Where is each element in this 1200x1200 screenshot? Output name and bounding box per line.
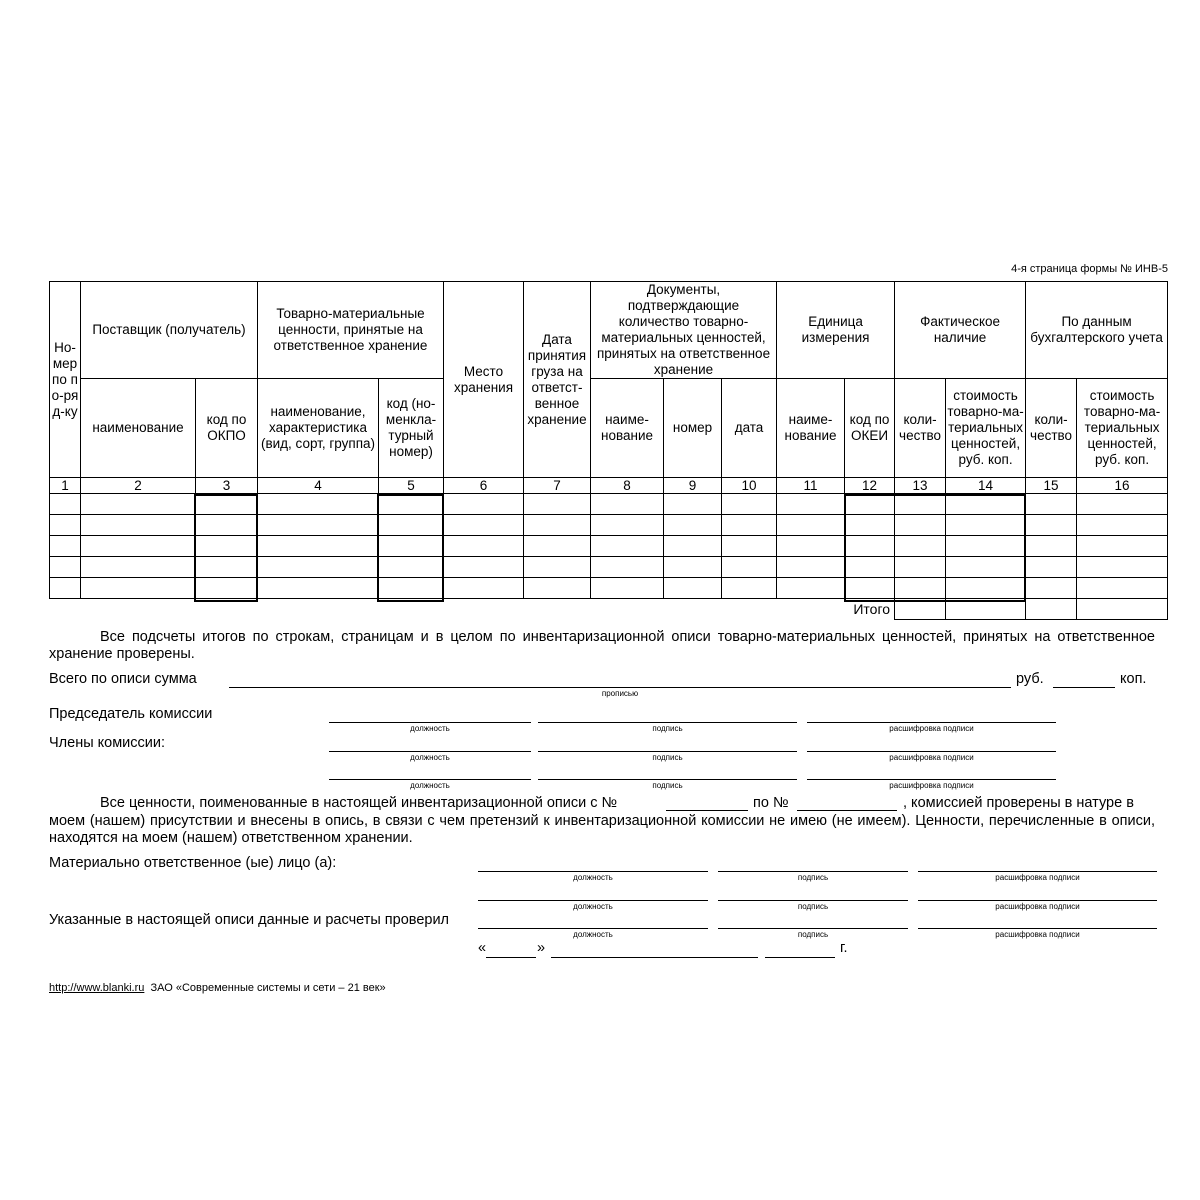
total-sum-label: Всего по описи сумма [49, 671, 197, 687]
caption-position: должность [573, 930, 613, 939]
header-supplier-name: наименование [81, 379, 196, 478]
caption-signature: подпись [652, 753, 683, 762]
responsible-position-field[interactable] [478, 871, 708, 872]
col-number: 7 [524, 478, 591, 494]
chairman-label: Председатель комиссии [49, 706, 213, 722]
col-number: 16 [1077, 478, 1168, 494]
members-label: Члены комиссии: [49, 735, 166, 751]
caption-decode: расшифровка подписи [889, 724, 974, 733]
verification-paragraph: Все подсчеты итогов по строкам, страницам и в целом по инвентаризационной описи товарно-материальных ценностей, принятых на ответственное хранение проверены. [49, 629, 1155, 662]
col-number: 10 [722, 478, 777, 494]
caption-decode: расшифровка подписи [889, 781, 974, 790]
member1-decode-field[interactable] [807, 751, 1056, 752]
form-label: 4-я страница формы № ИНВ-5 [1011, 263, 1168, 275]
column-numbers-row [50, 478, 1168, 494]
itogo-label: Итого [853, 601, 891, 618]
date-month-field[interactable] [551, 957, 758, 958]
kop-field[interactable] [1053, 687, 1115, 688]
member2-decode-field[interactable] [807, 779, 1056, 780]
checked-signature-field[interactable] [718, 928, 908, 929]
caption-position: должность [573, 902, 613, 911]
to-number-field[interactable] [797, 810, 897, 811]
table-row[interactable] [50, 557, 1168, 578]
header-book-qty: коли-чество [1026, 379, 1077, 478]
responsible-signature-field[interactable] [718, 871, 908, 872]
footer-company: ЗАО «Современные системы и сети – 21 век» [150, 982, 386, 994]
member2-signature-field[interactable] [538, 779, 797, 780]
col-number: 6 [444, 478, 524, 494]
rub-label: руб. [1016, 671, 1044, 687]
table-row[interactable] [50, 536, 1168, 557]
col-number: 11 [777, 478, 845, 494]
responsible2-position-field[interactable] [478, 900, 708, 901]
col-number: 5 [379, 478, 444, 494]
header-unit: Единица измерения [777, 282, 895, 379]
caption-position: должность [410, 781, 450, 790]
col-number: 9 [664, 478, 722, 494]
responsible2-signature-field[interactable] [718, 900, 908, 901]
header-unit-okei: код по ОКЕИ [845, 379, 895, 478]
chairman-position-field[interactable] [329, 722, 531, 723]
caption-decode: расшифровка подписи [995, 930, 1080, 939]
kop-label: коп. [1120, 671, 1147, 687]
header-actual-cost: стоимость товарно-ма-териальных ценностей, руб. коп. [946, 379, 1026, 478]
col-number: 13 [895, 478, 946, 494]
member2-position-field[interactable] [329, 779, 531, 780]
col-number: 1 [50, 478, 81, 494]
values-paragraph-cont: , комиссией проверены в натуре в [903, 795, 1134, 811]
header-documents: Документы, подтверждающие количество товарно-материальных ценностей, принятых на ответственное хранение [591, 282, 777, 379]
chairman-decode-field[interactable] [807, 722, 1056, 723]
col-number: 3 [196, 478, 258, 494]
header-goods: Товарно-материальные ценности, принятые на ответственное хранение [258, 282, 444, 379]
caption-position: должность [410, 724, 450, 733]
caption-position: должность [573, 873, 613, 882]
table-row[interactable] [50, 578, 1168, 599]
member1-position-field[interactable] [329, 751, 531, 752]
caption-signature: подпись [797, 873, 829, 882]
header-actual: Фактическое наличие [895, 282, 1026, 379]
total-book-qty[interactable] [1026, 599, 1077, 620]
inventory-table [49, 281, 1168, 620]
caption-signature: подпись [797, 930, 829, 939]
col-number: 4 [258, 478, 379, 494]
caption-signature: подпись [652, 781, 683, 790]
header-docs-name: наиме-нование [591, 379, 664, 478]
caption-signature: подпись [797, 902, 829, 911]
footer-link[interactable]: http://www.blanki.ru [49, 982, 145, 994]
to-number-label: по № [753, 795, 789, 811]
footer [49, 982, 386, 994]
from-number-field[interactable] [666, 810, 748, 811]
header-goods-code: код (но-менкла-турный номер) [379, 379, 444, 478]
year-suffix: г. [840, 940, 848, 956]
col-number: 8 [591, 478, 664, 494]
responsible2-decode-field[interactable] [918, 900, 1157, 901]
propisyu-caption: прописью [601, 689, 639, 698]
date-quote-close: » [537, 940, 546, 956]
values-paragraph-rest: моем (нашем) присутствии и внесены в опись, в связи с чем претензий к инвентаризационной комиссии не имею (не имеем). Ценности, перечисленные в описи, находятся на моем (нашем) ответственном хранении. [49, 813, 1155, 846]
date-day-field[interactable] [486, 957, 536, 958]
total-sum-field[interactable] [229, 687, 1011, 688]
header-unit-name: наиме-нование [777, 379, 845, 478]
header-actual-qty: коли-чество [895, 379, 946, 478]
caption-decode: расшифровка подписи [995, 902, 1080, 911]
header-docs-number: номер [664, 379, 722, 478]
col-number: 12 [845, 478, 895, 494]
table-row[interactable] [50, 494, 1168, 515]
responsible-decode-field[interactable] [918, 871, 1157, 872]
col-number: 2 [81, 478, 196, 494]
checked-decode-field[interactable] [918, 928, 1157, 929]
header-docs-date: дата [722, 379, 777, 478]
chairman-signature-field[interactable] [538, 722, 797, 723]
col-number: 14 [946, 478, 1026, 494]
total-actual-cost[interactable] [946, 599, 1026, 620]
header-supplier: Поставщик (получатель) [81, 282, 258, 379]
total-actual-qty[interactable] [895, 599, 946, 620]
caption-decode: расшифровка подписи [995, 873, 1080, 882]
caption-decode: расшифровка подписи [889, 753, 974, 762]
date-quote-open: « [478, 940, 487, 956]
values-paragraph-start: Все ценности, поименованные в настоящей инвентаризационной описи с № [100, 795, 618, 811]
caption-signature: подпись [652, 724, 683, 733]
header-date: Дата принятия груза на ответст-венное хранение [524, 282, 591, 478]
header-place: Место хранения [444, 282, 524, 478]
caption-position: должность [410, 753, 450, 762]
responsible-label: Материально ответственное (ые) лицо (а): [49, 855, 337, 871]
total-row [50, 599, 1168, 620]
checked-label: Указанные в настоящей описи данные и расчеты проверил [49, 912, 450, 928]
table-row[interactable] [50, 515, 1168, 536]
header-supplier-okpo: код по ОКПО [196, 379, 258, 478]
member1-signature-field[interactable] [538, 751, 797, 752]
header-book: По данным бухгалтерского учета [1026, 282, 1168, 379]
header-book-cost: стоимость товарно-ма-териальных ценностей, руб. коп. [1077, 379, 1168, 478]
checked-position-field[interactable] [478, 928, 708, 929]
header-goods-name: наименование, характеристика (вид, сорт, группа) [258, 379, 379, 478]
header-row-number: Но-мер по по-ряд-ку [50, 282, 81, 478]
col-number: 15 [1026, 478, 1077, 494]
total-book-cost[interactable] [1077, 599, 1168, 620]
date-year-field[interactable] [765, 957, 835, 958]
